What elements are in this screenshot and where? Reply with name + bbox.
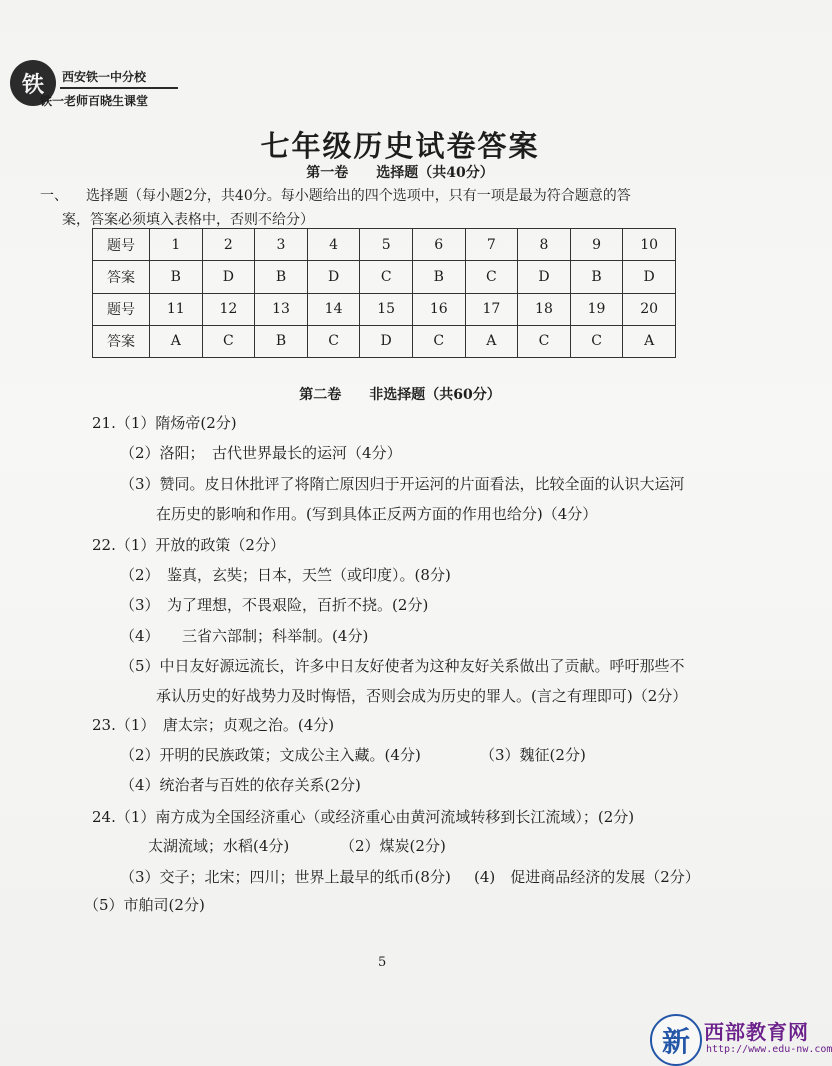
page-title: 七年级历史试卷答案	[260, 129, 540, 163]
school-logo	[10, 60, 185, 124]
table-cell: 7	[465, 229, 518, 261]
answer-line-23-3: （3）魏征(2分)	[480, 746, 586, 764]
answer-line-22-5: （5）中日友好源远流长，许多中日友好使者为这种友好关系做出了贡献。呼吁那些不	[120, 657, 685, 675]
answer-line-22-1: 22.（1）开放的政策（2分）	[92, 536, 285, 554]
table-cell: 13	[255, 293, 308, 325]
table-cell: A	[623, 325, 676, 357]
answer-line-21-2: （2）洛阳； 古代世界最长的运河（4分）	[120, 444, 402, 462]
school-emblem-icon: 铁	[10, 60, 56, 106]
table-cell: 1	[150, 229, 203, 261]
table-cell: C	[202, 325, 255, 357]
answer-line-24-1: 24.（1）南方成为全国经济重心（或经济重心由黄河流域转移到长江流域）；(2分)	[92, 808, 635, 826]
table-cell: 8	[518, 229, 571, 261]
instruction-line-1: 选择题（每小题2分，共40分。每小题给出的四个选项中，只有一项是最为符合题意的答	[86, 188, 631, 204]
table-cell: C	[360, 261, 413, 293]
answer-line-22-4: （4） 三省六部制；科举制。(4分)	[120, 627, 369, 645]
table-cell: 答案	[93, 325, 150, 357]
table-cell: 题号	[93, 229, 150, 261]
answer-line-23-1: 23.（1） 唐太宗；贞观之治。(4分)	[92, 716, 335, 734]
answer-line-22-5-cont: 承认历史的好战势力及时悔悟，否则会成为历史的罪人。(言之有理即可)（2分）	[156, 687, 688, 705]
table-cell: C	[518, 325, 571, 357]
table-row	[93, 293, 676, 325]
table-cell: 6	[412, 229, 465, 261]
answer-line-24-4: (4) 促进商品经济的发展（2分）	[474, 868, 700, 886]
table-cell: C	[570, 325, 623, 357]
table-cell: 题号	[93, 293, 150, 325]
page-number: 5	[378, 955, 387, 970]
table-cell: 9	[570, 229, 623, 261]
logo-divider	[60, 87, 178, 89]
answer-line-23-2: （2）开明的民族政策；文成公主入藏。(4分)	[120, 746, 421, 764]
table-cell: D	[307, 261, 360, 293]
table-cell: D	[518, 261, 571, 293]
table-cell: 20	[623, 293, 676, 325]
table-cell: A	[465, 325, 518, 357]
answer-table	[92, 228, 676, 358]
table-row	[93, 325, 676, 357]
table-cell: C	[412, 325, 465, 357]
answer-line-24-3: （3）交子；北宋；四川；世界上最早的纸币(8分)	[120, 868, 451, 886]
table-cell: B	[570, 261, 623, 293]
table-cell: 10	[623, 229, 676, 261]
table-cell: 15	[360, 293, 413, 325]
answer-line-21-3-cont: 在历史的影响和作用。(写到具体正反两方面的作用也给分)（4分）	[156, 505, 598, 523]
part1-heading: 第一卷 选择题（共40分）	[306, 165, 494, 181]
table-cell: D	[360, 325, 413, 357]
part2-heading: 第二卷 非选择题（共60分）	[299, 387, 501, 403]
answer-line-22-2: （2） 鉴真，玄奘；日本，天竺（或印度）。(8分)	[120, 566, 451, 584]
table-cell: 14	[307, 293, 360, 325]
table-cell: 18	[518, 293, 571, 325]
answer-line-22-3: （3） 为了理想，不畏艰险，百折不挠。(2分)	[120, 596, 429, 614]
table-cell: C	[465, 261, 518, 293]
table-cell: C	[307, 325, 360, 357]
answer-line-24-1-cont: 太湖流域；水稻(4分)	[148, 837, 290, 855]
answer-line-23-4: （4）统治者与百姓的依存关系(2分)	[120, 776, 361, 794]
table-cell: 2	[202, 229, 255, 261]
table-cell: D	[623, 261, 676, 293]
answer-line-24-2: （2）煤炭(2分)	[340, 837, 446, 855]
table-cell: 3	[255, 229, 308, 261]
table-cell: 19	[570, 293, 623, 325]
school-name: 西安铁一中分校	[62, 70, 147, 84]
table-row	[93, 261, 676, 293]
answer-line-24-5: （5）市舶司(2分)	[84, 896, 205, 914]
table-row	[93, 229, 676, 261]
table-cell: B	[255, 325, 308, 357]
table-cell: 11	[150, 293, 203, 325]
table-cell: 5	[360, 229, 413, 261]
school-slogan: 铁一老师百晓生课堂	[40, 94, 149, 108]
watermark-site-name: 西部教育网	[704, 1020, 809, 1044]
table-cell: B	[412, 261, 465, 293]
site-watermark	[650, 1012, 832, 1066]
table-cell: B	[255, 261, 308, 293]
table-cell: 答案	[93, 261, 150, 293]
question-number: 一、	[40, 188, 68, 204]
table-cell: 12	[202, 293, 255, 325]
table-cell: B	[150, 261, 203, 293]
part1-instructions	[40, 184, 720, 232]
answer-line-21-1: 21.（1）隋炀帝(2分)	[92, 414, 237, 432]
table-cell: 4	[307, 229, 360, 261]
watermark-logo-icon: 新	[650, 1014, 702, 1066]
instruction-line-2: 案，答案必须填入表格中，否则不给分）	[62, 212, 314, 228]
watermark-url: http://www.edu-nw.com	[706, 1044, 832, 1055]
answer-line-21-3: （3）赞同。皮日休批评了将隋亡原因归于开运河的片面看法，比较全面的认识大运河	[120, 475, 685, 493]
table-cell: 16	[412, 293, 465, 325]
table-cell: 17	[465, 293, 518, 325]
table-cell: A	[150, 325, 203, 357]
table-cell: D	[202, 261, 255, 293]
